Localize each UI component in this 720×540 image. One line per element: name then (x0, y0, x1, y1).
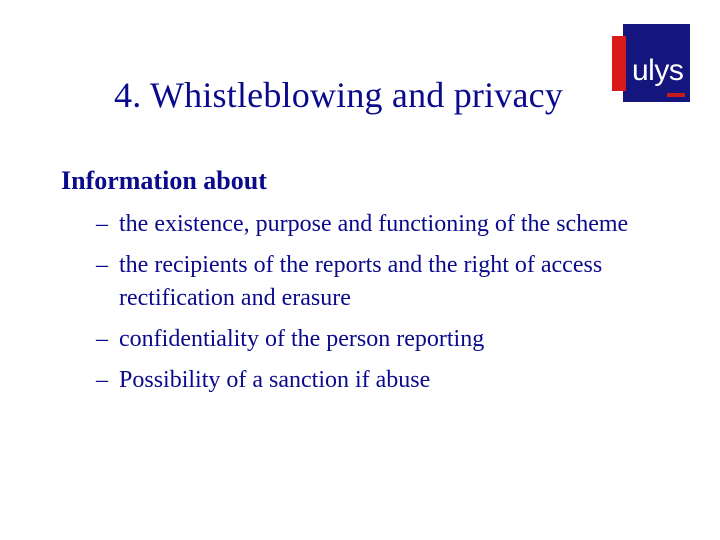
logo-red-bar (612, 36, 626, 91)
ulys-logo (612, 24, 690, 102)
slide-title: 4. Whistleblowing and privacy (114, 75, 564, 115)
bullet-item (96, 208, 656, 241)
bullet-item (96, 364, 656, 397)
logo-red-mark (667, 93, 685, 97)
logo-wordmark: ulys (632, 54, 684, 87)
bullet-dash: – (96, 252, 108, 278)
bullet-text: confidentiality of the person reporting (119, 326, 485, 352)
section-heading: Information about (61, 166, 267, 195)
bullet-list (96, 208, 656, 405)
bullet-dash: – (96, 326, 108, 352)
bullet-item (96, 323, 656, 356)
bullet-text: the recipients of the reports and the right of access rectification and erasure (119, 252, 603, 311)
bullet-item (96, 249, 656, 315)
bullet-text: Possibility of a sanction if abuse (119, 367, 431, 393)
bullet-dash: – (96, 367, 108, 393)
bullet-text: the existence, purpose and functioning of the scheme (119, 211, 629, 237)
bullet-dash: – (96, 211, 108, 237)
